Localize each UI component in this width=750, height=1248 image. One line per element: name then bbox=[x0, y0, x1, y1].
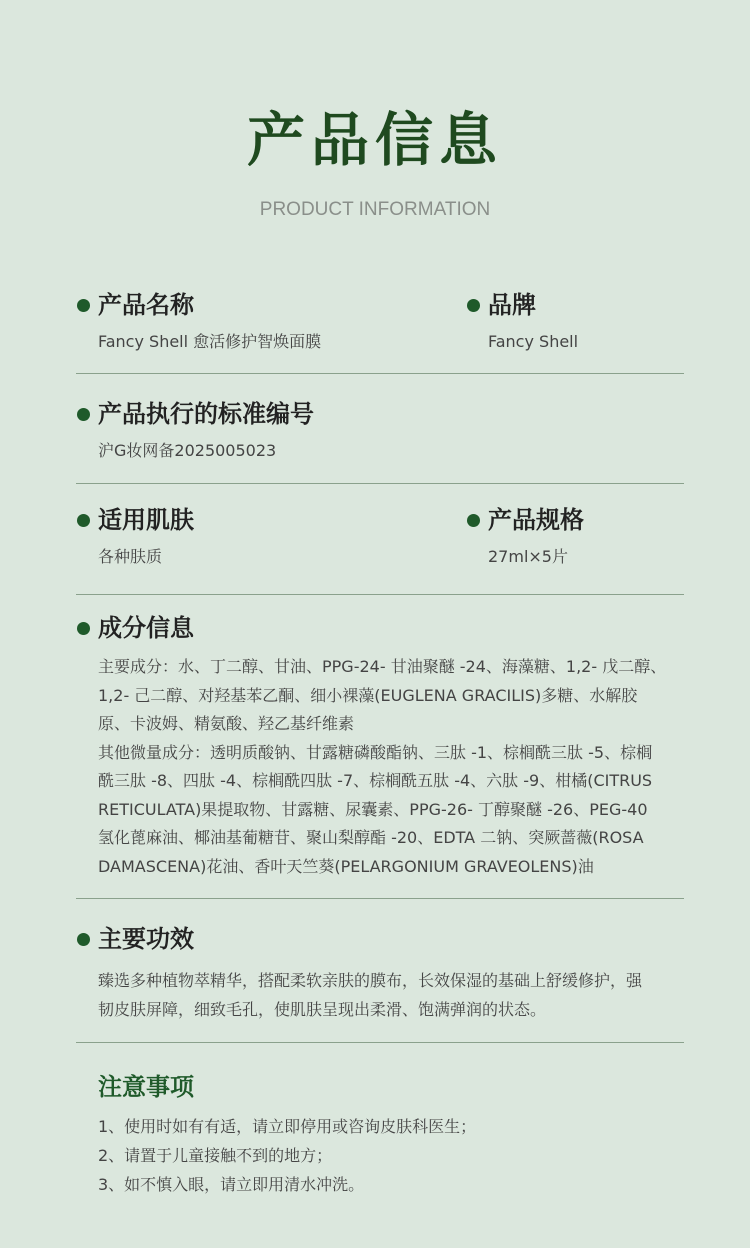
bullet-dot-icon bbox=[467, 514, 480, 527]
notice-block bbox=[98, 1072, 678, 1199]
standard-value: 沪G妆网备2025005023 bbox=[98, 441, 277, 460]
page-subtitle: PRODUCT INFORMATION bbox=[259, 199, 491, 220]
brand-block bbox=[466, 290, 578, 354]
divider bbox=[76, 594, 684, 595]
ingredients-line: DAMASCENA)花油、香叶天竺葵(PELARGONIUM GRAVEOLENS)油 bbox=[98, 856, 594, 876]
page-title: 产品信息 bbox=[246, 106, 503, 174]
bullet-dot-icon bbox=[77, 514, 90, 527]
bullet-dot-icon bbox=[77, 299, 90, 312]
effect-line: 臻选多种植物萃精华，搭配柔软亲肤的膜布，长效保湿的基础上舒缓修护，强 bbox=[98, 971, 643, 990]
ingredients-text bbox=[76, 653, 684, 881]
standard-block bbox=[76, 399, 684, 463]
notice-item: 1、使用时如有有适，请立即停用或咨询皮肤科医生； bbox=[98, 1117, 477, 1136]
product-name-value: Fancy Shell 愈活修护智焕面膜 bbox=[98, 332, 322, 351]
skin-type-block bbox=[76, 505, 684, 569]
effect-text bbox=[76, 966, 684, 1024]
ingredients-line: 原、卡波姆、精氨酸、羟乙基纤维素 bbox=[98, 714, 355, 733]
product-name-label: 产品名称 bbox=[98, 291, 194, 319]
spec-value: 27ml×5片 bbox=[488, 547, 568, 566]
ingredients-line: RETICULATA)果提取物、甘露糖、尿囊素、PPG-26- 丁醇聚醚 -26、PEG-40 bbox=[98, 799, 648, 819]
ingredients-line: 主要成分：水、丁二醇、甘油、PPG-24- 甘油聚醚 -24、海藻糖、1,2- 戊二醇、 bbox=[98, 657, 667, 676]
effect-label: 主要功效 bbox=[98, 925, 194, 953]
product-name-block bbox=[76, 290, 684, 354]
notice-item: 2、请置于儿童接触不到的地方； bbox=[98, 1146, 333, 1165]
bullet-dot-icon bbox=[77, 408, 90, 421]
page-header bbox=[0, 100, 750, 222]
skin-type-label: 适用肌肤 bbox=[98, 506, 194, 534]
row-skin-spec bbox=[76, 505, 684, 569]
bullet-dot-icon bbox=[77, 933, 90, 946]
standard-label: 产品执行的标准编号 bbox=[98, 400, 314, 428]
ingredients-label: 成分信息 bbox=[98, 614, 194, 642]
bullet-dot-icon bbox=[77, 622, 90, 635]
ingredients-line: 酰三肽 -8、四肽 -4、棕榈酰四肽 -7、棕榈酰五肽 -4、六肽 -9、柑橘(CITRUS bbox=[98, 771, 653, 790]
ingredients-line: 1,2- 己二醇、对羟基苯乙酮、细小裸藻(EUGLENA GRACILIS)多糖、水解胶 bbox=[98, 685, 638, 705]
spec-block bbox=[466, 505, 584, 569]
divider bbox=[76, 898, 684, 899]
row-name-brand bbox=[76, 290, 684, 354]
effect-line: 韧皮肤屏障，细致毛孔，使肌肤呈现出柔滑、饱满弹润的状态。 bbox=[98, 1000, 547, 1019]
skin-type-value: 各种肤质 bbox=[98, 547, 163, 566]
ingredients-line: 氢化蓖麻油、椰油基葡糖苷、聚山梨醇酯 -20、EDTA 二钠、突厥蔷薇(ROSA bbox=[98, 828, 644, 847]
notice-list bbox=[98, 1112, 678, 1199]
divider bbox=[76, 373, 684, 374]
spec-label: 产品规格 bbox=[488, 506, 584, 534]
notice-item: 3、如不慎入眼，请立即用清水冲洗。 bbox=[98, 1175, 365, 1194]
bullet-dot-icon bbox=[467, 299, 480, 312]
notice-title: 注意事项 bbox=[98, 1073, 194, 1101]
ingredients-block bbox=[76, 613, 684, 881]
brand-label: 品牌 bbox=[488, 291, 536, 319]
divider bbox=[76, 1042, 684, 1043]
effect-block bbox=[76, 924, 684, 1024]
brand-value: Fancy Shell bbox=[488, 332, 579, 351]
divider bbox=[76, 483, 684, 484]
ingredients-line: 其他微量成分：透明质酸钠、甘露糖磷酸酯钠、三肽 -1、棕榈酰三肽 -5、棕榈 bbox=[98, 742, 653, 762]
